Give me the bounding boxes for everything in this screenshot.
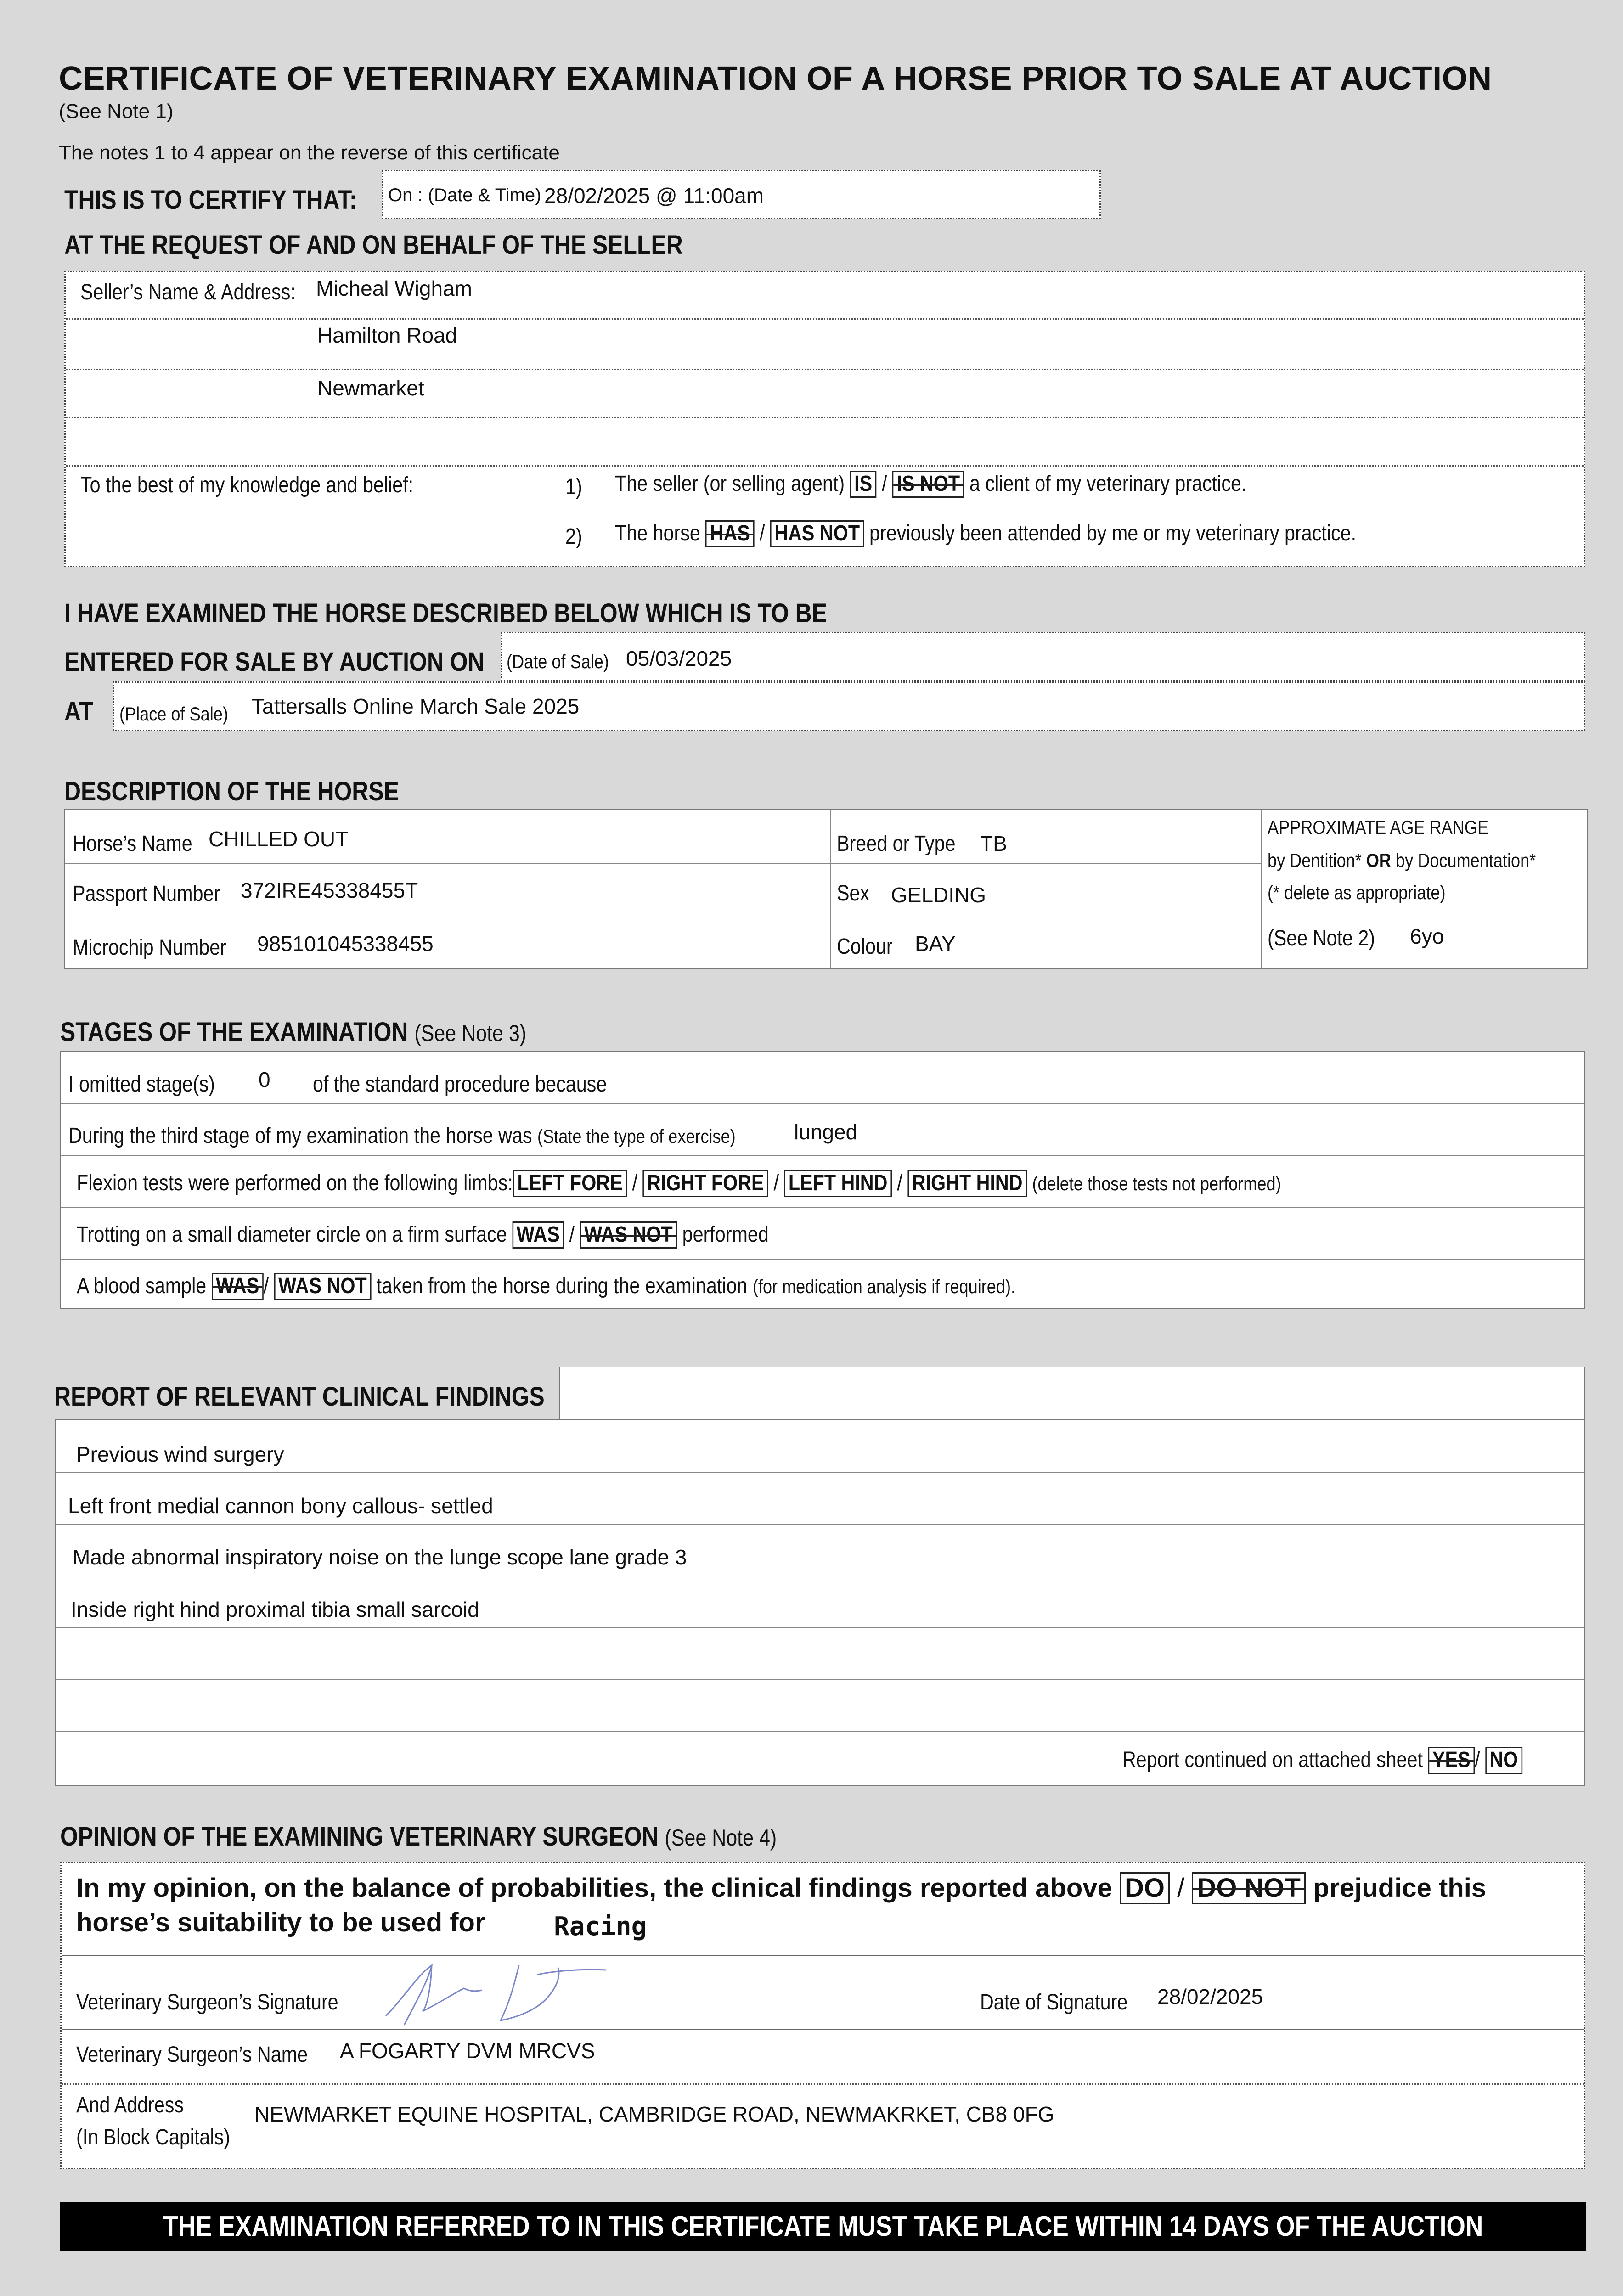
microchip-number[interactable]: 985101045338455 [257,932,434,956]
flexion-line: Flexion tests were performed on the following limbs: LEFT FORE / RIGHT FORE / LEFT HIND / RIGHT HIND (delete those tests not performed) [77,1170,1281,1197]
finding-4[interactable]: Inside right hind proximal tibia small sarcoid [71,1598,479,1621]
finding-2[interactable]: Left front medial cannon bony callous- settled [68,1494,493,1518]
trot-was-not-option[interactable]: WAS NOT [580,1221,677,1249]
intended-use[interactable]: Racing [554,1912,647,1941]
blood-sample-line: A blood sample WAS / WAS NOT taken from the horse during the examination (for medication analysis if required). [77,1273,1015,1300]
is-option[interactable]: IS [850,471,877,498]
has-option[interactable]: HAS [705,520,754,547]
signature-mark [377,1956,615,2030]
breed-label: Breed or Type [837,832,956,856]
vet-address[interactable]: NEWMARKET EQUINE HOSPITAL, CAMBRIDGE ROAD, NEWMAKRKET, CB8 0FG [254,2102,1054,2126]
age-see-note-2: (See Note 2) [1268,926,1375,951]
colour-value[interactable]: BAY [915,932,956,956]
continued-line: Report continued on attached sheet YES / NO [1122,1747,1522,1774]
third-stage-exercise[interactable]: lunged [794,1120,858,1144]
age-delete-note: (* delete as appropriate) [1268,882,1446,903]
continued-no-option[interactable]: NO [1485,1747,1522,1774]
breed-value[interactable]: TB [980,832,1007,855]
opinion-box [60,1862,1585,2169]
examined-header: I HAVE EXAMINED THE HORSE DESCRIBED BELOW WHICH IS TO BE [64,598,827,628]
horse-name[interactable]: CHILLED OUT [209,827,349,851]
description-header: DESCRIPTION OF THE HORSE [64,777,399,806]
see-note-1: (See Note 1) [59,100,174,123]
address-label-caps: (In Block Capitals) [76,2125,230,2150]
date-time-field[interactable] [382,170,1101,219]
omitted-value[interactable]: 0 [259,1068,270,1092]
date-of-signature[interactable]: 28/02/2025 [1157,1985,1263,2009]
third-stage-label: During the third stage of my examination the horse was (State the type of exercise) [68,1124,736,1148]
finding-3[interactable]: Made abnormal inspiratory noise on the lunge scope lane grade 3 [73,1545,687,1569]
omitted-reason-label: of the standard procedure because [313,1072,607,1097]
trotting-line: Trotting on a small diameter circle on a firm surface WAS / WAS NOT performed [77,1221,769,1249]
opinion-statement: In my opinion, on the balance of probabilities, the clinical findings reported above DO / DO NOT prejudice this [76,1872,1486,1904]
knowledge-label: To the best of my knowledge and belief: [80,473,414,497]
place-of-sale-value: Tattersalls Online March Sale 2025 [252,694,580,718]
certify-label: THIS IS TO CERTIFY THAT: [64,185,357,215]
vet-name[interactable]: A FOGARTY DVM MRCVS [340,2039,595,2063]
is-not-option[interactable]: IS NOT [892,471,964,498]
footer-text: THE EXAMINATION REFERRED TO IN THIS CERTIFICATE MUST TAKE PLACE WITHIN 14 DAYS OF THE AUCTION [163,2211,1483,2242]
place-of-sale-field[interactable] [113,681,1585,731]
passport-label: Passport Number [73,882,220,906]
blood-was-option[interactable]: WAS [212,1273,264,1300]
age-range-label: APPROXIMATE AGE RANGE [1268,816,1489,838]
knowledge-statement-1: The seller (or selling agent) IS / IS NOT a client of my veterinary practice. [615,471,1246,498]
sex-label: Sex [837,881,870,906]
date-of-signature-label: Date of Signature [980,1990,1128,2015]
stages-table [60,1051,1585,1309]
entered-label: ENTERED FOR SALE BY AUCTION ON [64,647,485,677]
vet-name-label: Veterinary Surgeon’s Name [76,2043,308,2067]
colour-label: Colour [837,934,893,959]
seller-address-line2[interactable]: Newmarket [317,376,424,400]
has-not-option[interactable]: HAS NOT [770,520,864,547]
findings-header-box [559,1367,1585,1419]
seller-name[interactable]: Micheal Wigham [316,276,472,300]
signature-label: Veterinary Surgeon’s Signature [76,1990,338,2015]
do-not-option[interactable]: DO NOT [1192,1872,1306,1904]
footer-banner [60,2202,1586,2251]
microchip-label: Microchip Number [73,935,226,960]
stages-header: STAGES OF THE EXAMINATION (See Note 3) [60,1017,527,1047]
findings-header: REPORT OF RELEVANT CLINICAL FINDINGS [54,1382,545,1412]
opinion-statement-line2: horse’s suitability to be used for [76,1908,485,1937]
blood-was-not-option[interactable]: WAS NOT [274,1273,372,1300]
do-option[interactable]: DO [1120,1872,1170,1904]
request-header: AT THE REQUEST OF AND ON BEHALF OF THE SELLER [64,230,683,260]
certificate-title: CERTIFICATE OF VETERINARY EXAMINATION OF A HORSE PRIOR TO SALE AT AUCTION [59,60,1492,97]
date-of-sale-value: 05/03/2025 [626,647,732,670]
opinion-header: OPINION OF THE EXAMINING VETERINARY SURGEON (See Note 4) [60,1822,777,1851]
date-of-sale-field[interactable] [501,632,1585,681]
knowledge-num-1: 1) [565,475,582,499]
left-hind-option[interactable]: LEFT HIND [784,1170,891,1197]
at-label: AT [64,697,93,726]
finding-1[interactable]: Previous wind surgery [76,1442,284,1466]
on-value: 28/02/2025 @ 11:00am [544,184,764,208]
knowledge-statement-2: The horse HAS / HAS NOT previously been attended by me or my veterinary practice. [615,520,1356,547]
right-fore-option[interactable]: RIGHT FORE [643,1170,768,1197]
notes-line: The notes 1 to 4 appear on the reverse of this certificate [59,141,560,164]
horse-description-table [64,809,1588,969]
trot-was-option[interactable]: WAS [512,1221,564,1249]
passport-number[interactable]: 372IRE45338455T [241,878,418,902]
date-of-sale-label: (Date of Sale) [507,651,609,672]
sex-value[interactable]: GELDING [891,883,986,907]
seller-address-line1[interactable]: Hamilton Road [317,323,457,347]
continued-yes-option[interactable]: YES [1428,1747,1475,1774]
right-hind-option[interactable]: RIGHT HIND [907,1170,1027,1197]
knowledge-num-2: 2) [565,524,582,549]
horse-name-label: Horse’s Name [73,832,192,856]
seller-label: Seller’s Name & Address: [80,280,296,304]
omitted-label: I omitted stage(s) [68,1072,215,1097]
address-label: And Address [76,2093,184,2117]
left-fore-option[interactable]: LEFT FORE [513,1170,627,1197]
age-value[interactable]: 6yo [1410,924,1444,948]
age-range-method: by Dentition* OR by Documentation* [1268,850,1536,871]
seller-box [64,271,1585,567]
place-of-sale-label: (Place of Sale) [119,703,228,725]
findings-table [55,1419,1585,1786]
on-label: On : (Date & Time) [388,185,541,205]
